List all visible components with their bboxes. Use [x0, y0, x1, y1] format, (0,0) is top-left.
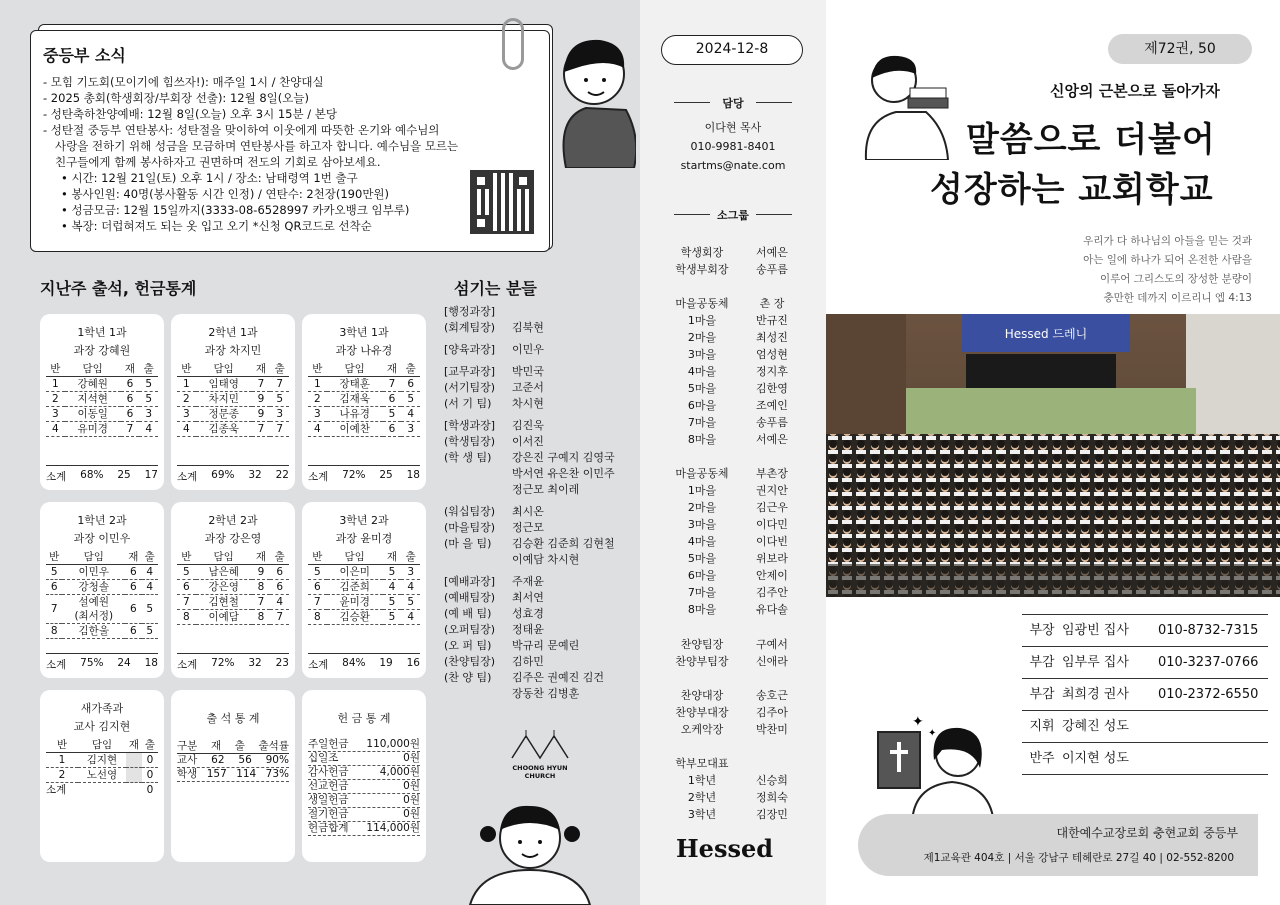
list-item: 5마을 김한영 — [687, 382, 788, 395]
smallgroup-heading: 소그룹 — [660, 207, 806, 223]
group-photo-image — [826, 314, 1280, 597]
class-card — [171, 314, 295, 490]
svg-text:✦: ✦ — [912, 716, 924, 730]
table-row: 3 정문종 9 3 — [177, 407, 289, 422]
card-title: 출 석 통 계 — [206, 712, 260, 725]
list-item: (찬 양 팀) 김주은 권예진 김건 — [444, 671, 605, 684]
list-item: [교무과장] 박민국 — [444, 365, 544, 378]
list-item: 7마을 송푸름 — [687, 416, 788, 429]
table-row: 7 윤미경 5 5 — [308, 595, 420, 610]
list-item: 6마을 안제이 — [687, 569, 788, 582]
server-group — [444, 364, 634, 412]
server-group — [444, 574, 634, 702]
village-vice-list: 마을공동체 부촌장 1마을 권지안 2마을 김근우 3마을 이다민 4마을 이다빈 5마을 위보라 6마을 안제이 7마을 김주안 8마을 유다솔 — [664, 465, 804, 618]
list-item: [예배과장] 주재윤 — [444, 575, 544, 588]
table-row: 6 강청솔 6 4 — [46, 580, 158, 595]
notice-line: 사랑을 전하기 위해 성금을 모금하며 연탄봉사를 하고자 합니다. 예수님을 모르는 — [55, 139, 459, 153]
paperclip-icon — [502, 18, 524, 70]
list-item: (마 을 팀) 김승환 김준희 김현철 — [444, 537, 615, 550]
photo-banner-text: Hessed 드레니 — [1004, 327, 1088, 341]
table-row: 1 임태영 7 7 — [177, 377, 289, 392]
server-group — [444, 418, 634, 498]
notice-sub: • 봉사인원: 40명(봉사활동 시간 인정) / 연탄수: 2천장(190만원) — [61, 187, 390, 201]
notice-line: 친구들에게 함께 봉사하자고 권면하며 전도의 기회로 삼아보세요. — [55, 155, 381, 169]
list-item: 이예담 차시현 — [512, 553, 580, 566]
table-row: 5 이은미 5 3 — [308, 565, 420, 580]
church-logo: CHOONG HYUN CHURCH — [500, 730, 580, 780]
list-item: [양육과장] 이민우 — [444, 343, 544, 356]
list-item: 1마을 반규진 — [687, 314, 788, 327]
staff-row: 반주 이지현 성도 — [1022, 742, 1268, 775]
woman-bible-illustration-icon — [872, 716, 1012, 826]
list-item: 7마을 김주안 — [687, 586, 788, 599]
charge-info: 이다현 목사 010-9981-8401 startms@nate.com — [680, 121, 786, 172]
class-table: 반 담임 재 출 5 이은미 5 3 6 김준희 4 4 7 윤미경 5 5 8 김승환 5 4 — [308, 550, 420, 625]
list-item: 정근모 최이레 — [512, 483, 580, 496]
card-total: 소계 68% 25 17 — [46, 465, 158, 484]
staff-row: 부감 임부루 집사 010-3237-0766 — [1022, 646, 1268, 678]
card-teacher: 과장 나유경 — [335, 344, 393, 357]
list-item: 2학년 정희숙 — [687, 791, 788, 804]
list-item: 1마을 권지안 — [687, 484, 788, 497]
boy-reading-illustration-icon — [846, 50, 956, 160]
list-item: (마을팀장) 정근모 — [444, 521, 544, 534]
card-teacher: 과장 이민우 — [73, 532, 131, 545]
village-chief-list: 마을공동체 촌 장 1마을 반규진 2마을 최성진 3마을 엄성현 4마을 정지후 5마을 김한영 6마을 조예인 7마을 송푸름 8마을 서예은 — [664, 295, 804, 448]
list-item: (학생팀장) 이서진 — [444, 435, 544, 448]
table-row: 5 이민우 6 4 — [46, 565, 158, 580]
staff-row: 지휘 강혜진 성도 — [1022, 710, 1268, 742]
table-row: 8 이예담 8 7 — [177, 610, 289, 625]
girl-bottom-illustration-icon — [460, 800, 600, 905]
list-item: (예배팀장) 최서연 — [444, 591, 544, 604]
main-title-line2: 성장하는 교회학교 — [930, 170, 1214, 210]
list-item: (찬양팀장) 김하민 — [444, 655, 544, 668]
list-item: 찬양부팀장 신애라 — [675, 655, 788, 668]
list-item: 장동찬 김병훈 — [512, 687, 580, 700]
class-card — [40, 502, 164, 678]
card-title: 새가족과 — [80, 702, 124, 715]
staff-row: 부감 최희경 권사 010-2372-6550 — [1022, 678, 1268, 710]
card-teacher: 과장 강은영 — [204, 532, 262, 545]
list-item: (회계팀장) 김북현 — [444, 321, 544, 334]
list-item: (서 기 팀) 차시현 — [444, 397, 544, 410]
list-item: 오케악장 박찬미 — [680, 723, 788, 736]
svg-text:✦: ✦ — [928, 728, 937, 739]
newcomer-card — [40, 690, 164, 862]
notice-line: - 성탄절 중등부 연탄봉사: 성탄절을 맞이하여 이웃에게 따뜻한 온기와 예수님의 — [43, 123, 440, 137]
list-item: 6마을 조예인 — [687, 399, 788, 412]
table-row: 1 장태훈 7 6 — [308, 377, 420, 392]
staff-row: 부장 임광빈 집사 010-8732-7315 — [1022, 614, 1268, 646]
newcomer-table: 반 담임 재 출 1 김지현 0 2 노선영 0 소계 0 — [46, 738, 158, 797]
list-item: 4마을 정지후 — [687, 365, 788, 378]
table-row: 1 강혜원 6 5 — [46, 377, 158, 392]
list-item: (오 퍼 팀) 박규리 문예린 — [444, 639, 580, 652]
card-teacher: 과장 차지민 — [204, 344, 262, 357]
table-row: 3 이동일 6 3 — [46, 407, 158, 422]
card-teacher: 과장 윤미경 — [335, 532, 393, 545]
card-total: 소계 75% 24 18 — [46, 653, 158, 672]
qr-code-icon[interactable] — [470, 170, 534, 234]
list-item: 8마을 서예은 — [687, 433, 788, 446]
list-item: (워십팀장) 최시온 — [444, 505, 544, 518]
list-item: (학 생 팀) 강은진 구예지 김영국 — [444, 451, 615, 464]
attendance-card: 출 석 통 계 구분 재 출 출석률 교사 62 56 90% 학생 157 114 73% — [171, 690, 295, 862]
card-title: 3학년 1과 — [339, 326, 389, 339]
table-row: 2 차지민 9 5 — [177, 392, 289, 407]
server-group — [444, 504, 634, 568]
table-row: 4 이예찬 6 3 — [308, 422, 420, 437]
notice-sub: • 성금모금: 12월 15일까지(3333-08-6528997 카카오뱅크 임부루) — [61, 203, 410, 217]
card-title: 2학년 2과 — [208, 514, 258, 527]
notice-title: 중등부 소식 — [43, 46, 126, 65]
table-row: 8 김한울 6 5 — [46, 624, 158, 639]
list-item: 1학년 신승희 — [687, 774, 788, 787]
class-card — [171, 502, 295, 678]
footer-org: 대한예수교장로회 충현교회 중등부 — [1056, 826, 1238, 840]
list-item: (오퍼팀장) 정태윤 — [444, 623, 544, 636]
card-total: 소계 84% 19 16 — [308, 653, 420, 672]
class-table: 반 담임 재 출 1 장태훈 7 6 2 김재욱 6 5 3 나유경 5 4 4 이예찬 6 3 — [308, 362, 420, 437]
table-row: 7 설예원 (최서정) 6 5 — [46, 595, 158, 624]
list-item: 3마을 이다민 — [687, 518, 788, 531]
list-item: 3마을 엄성현 — [687, 348, 788, 361]
volume-badge: 제72권, 50 — [1108, 34, 1252, 64]
girl-illustration-icon — [546, 28, 636, 168]
table-row: 6 김준희 4 4 — [308, 580, 420, 595]
student-council-list — [664, 244, 804, 278]
list-item: 3학년 김장민 — [687, 808, 788, 821]
praise-team-list — [664, 636, 804, 670]
list-item: 학생부회장 송푸름 — [675, 263, 788, 276]
card-total: 소계 72% 32 23 — [177, 653, 289, 672]
list-item: 박서연 유은찬 이민주 — [512, 467, 615, 480]
notice-sub: • 시간: 12월 21일(토) 오후 1시 / 장소: 남태령역 1번 출구 — [61, 171, 358, 185]
list-item: 학생회장 서예은 — [680, 246, 788, 259]
servers-title: 섬기는 분들 — [454, 279, 537, 298]
list-item: (예 배 팀) 성효경 — [444, 607, 544, 620]
church-logo-icon — [510, 730, 570, 760]
notice-line: - 2025 총회(학생회장/부회장 선출): 12월 8일(오늘) — [43, 91, 309, 105]
class-card — [40, 314, 164, 490]
card-teacher: 과장 강혜원 — [73, 344, 131, 357]
class-table: 반 담임 재 출 5 이민우 6 4 6 강청솔 6 4 7 설예원 (최서정) 6 5 8 김한울 6 5 — [46, 550, 158, 639]
footer-address: 제1교육관 404호 | 서울 강남구 테헤란로 27길 40 | 02-552-8200 — [923, 852, 1234, 864]
list-item: 5마을 위보라 — [687, 552, 788, 565]
list-item: 찬양부대장 김주아 — [675, 706, 788, 719]
class-card — [302, 502, 426, 678]
table-row: 4 유미경 7 4 — [46, 422, 158, 437]
card-total: 소계 69% 32 22 — [177, 465, 289, 484]
main-title-line1: 말씀으로 더불어 — [966, 120, 1216, 160]
card-title: 1학년 1과 — [77, 326, 127, 339]
table-row: 5 남은혜 9 6 — [177, 565, 289, 580]
class-table: 반 담임 재 출 1 임태영 7 7 2 차지민 9 5 3 정문종 9 3 4 김종욱 7 7 — [177, 362, 289, 437]
bible-verse: 우리가 다 하나님의 아들을 믿는 것과 아는 일에 하나가 되어 온전한 사람을 이루어 그리스도의 장성한 분량이 충만한 데까지 이르리니 엡 4:13 — [1083, 235, 1252, 304]
table-row: 8 김승환 5 4 — [308, 610, 420, 625]
staff-table — [1022, 614, 1268, 775]
list-item: 8마을 유다솔 — [687, 603, 788, 616]
notice-line: - 성탄축하찬양예배: 12월 8일(오늘) 오후 3시 15분 / 본당 — [43, 107, 337, 121]
list-item: [학생과장] 김진욱 — [444, 419, 544, 432]
group-photo — [826, 314, 1280, 597]
table-row: 4 김종욱 7 7 — [177, 422, 289, 437]
card-title: 3학년 2과 — [339, 514, 389, 527]
tagline: 신앙의 근본으로 돌아가자 — [1050, 82, 1220, 100]
list-item: [행정과장] — [444, 305, 496, 318]
list-item: 찬양대장 송호근 — [680, 689, 788, 702]
notice-line: - 모힘 기도회(모이기에 힘쓰자!): 매주일 1시 / 찬양대실 — [43, 75, 324, 89]
card-title: 헌 금 통 계 — [337, 712, 391, 725]
table-row: 3 나유경 5 4 — [308, 407, 420, 422]
class-table: 반 담임 재 출 1 강혜원 6 5 2 지석현 6 5 3 이동일 6 3 4 유미경 7 4 — [46, 362, 158, 437]
list-item: 4마을 이다빈 — [687, 535, 788, 548]
table-row: 6 강은영 8 6 — [177, 580, 289, 595]
list-item: 2마을 최성진 — [687, 331, 788, 344]
date-badge: 2024-12-8 — [661, 35, 803, 65]
table-row: 7 김현철 7 4 — [177, 595, 289, 610]
list-item: (서기팀장) 고준서 — [444, 381, 544, 394]
card-teacher: 교사 김지현 — [73, 720, 131, 733]
servers-list — [444, 304, 634, 708]
footer-band — [858, 814, 1258, 876]
list-item: 2마을 김근우 — [687, 501, 788, 514]
notice-sub: • 복장: 더럽혀져도 되는 옷 입고 오기 *신청 QR코드로 선착순 — [61, 219, 372, 233]
hessed-brand: Hessed — [676, 834, 774, 863]
charge-heading: 담당 — [660, 95, 806, 111]
offering-card: 헌 금 통 계 주일헌금 110,000원 십일조 0원 감사헌금 4,000원 선교헌금 0원 생일헌금 0원 절기헌금 0원 헌금합계 114,000원 — [302, 690, 426, 862]
stats-title: 지난주 출석, 헌금통계 — [40, 279, 197, 298]
table-row: 2 지석현 6 5 — [46, 392, 158, 407]
card-title: 1학년 2과 — [77, 514, 127, 527]
class-card — [302, 314, 426, 490]
table-row: 2 김재욱 6 5 — [308, 392, 420, 407]
card-title: 2학년 1과 — [208, 326, 258, 339]
server-group — [444, 342, 634, 358]
parent-rep-list: 학부모대표 1학년 신승희 2학년 정희숙 3학년 김장민 — [664, 755, 804, 823]
list-item: 찬양팀장 구예서 — [680, 638, 788, 651]
class-table: 반 담임 재 출 5 남은혜 9 6 6 강은영 8 6 7 김현철 7 4 8 이예담 8 7 — [177, 550, 289, 625]
server-group — [444, 304, 634, 336]
card-total: 소계 72% 25 18 — [308, 465, 420, 484]
choir-list — [664, 687, 804, 738]
